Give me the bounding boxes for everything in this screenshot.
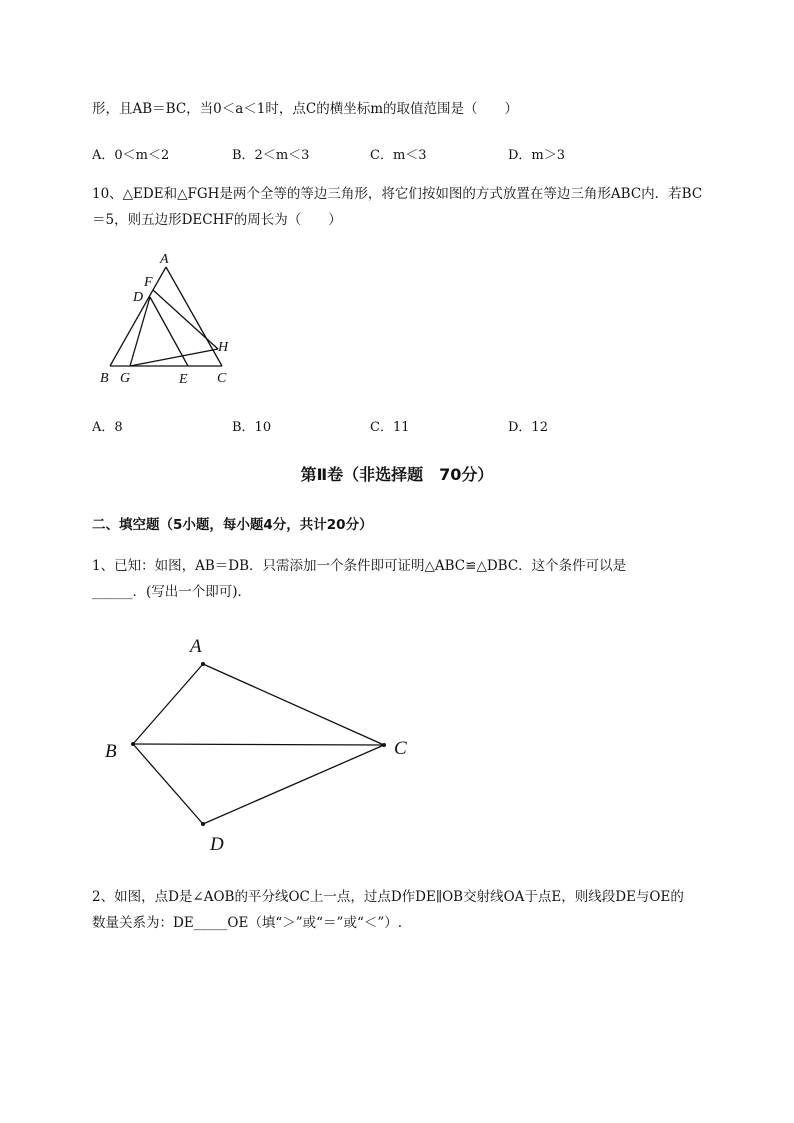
f1-point-c (382, 743, 386, 747)
fill-in-section-heading: 二、填空题（5小题，每小题4分，共计20分） (92, 517, 373, 533)
q10-label-e: E (179, 372, 188, 387)
q10-option-d: D．12 (508, 420, 548, 435)
q10-edge-dg (130, 297, 150, 366)
q10-label-d: D (133, 290, 144, 305)
q9-option-b: B．2＜m＜3 (232, 148, 310, 163)
f2-stem-line2: 数量关系为：DE_____OE（填“＞”或“＝”或“＜”）. (92, 915, 403, 931)
f1-kite-figure (95, 625, 430, 860)
q10-stem-line1: 10、△EDE和△FGH是两个全等的等边三角形，将它们按如图的方式放置在等边三角形ABC内．若BC (92, 186, 703, 202)
f2-stem-line1: 2、如图，点D是∠AOB的平分线OC上一点，过点D作DE∥OB交射线OA于点E，则线段DE与OE的 (92, 889, 684, 905)
f1-point-b (131, 742, 135, 746)
f1-label-c: C (394, 738, 407, 759)
q10-option-b: B．10 (232, 420, 272, 435)
q9-option-d: D．m＞3 (508, 148, 566, 163)
q10-label-h: H (218, 340, 229, 355)
f1-stem-line1: 1、已知：如图，AB＝DB．只需添加一个条件即可证明△ABC≌△DBC．这个条件可以是 (92, 558, 627, 574)
f1-segment-ac (203, 664, 384, 745)
q10-option-a: A．8 (92, 420, 123, 435)
f1-segment-ab (133, 664, 203, 744)
q10-label-g: G (120, 371, 131, 386)
q10-edge-ac (166, 267, 222, 366)
q10-stem-line2: ＝5，则五边形DECHF的周长为（ ） (92, 212, 342, 228)
q9-option-a: A．0＜m＜2 (92, 148, 170, 163)
q10-label-c: C (217, 371, 227, 386)
q10-label-f: F (144, 275, 153, 290)
f1-segment-dc (203, 745, 384, 824)
q10-label-b: B (100, 371, 109, 386)
q10-edge-gh (130, 349, 218, 366)
q10-label-a: A (160, 252, 169, 267)
q10-edge-ab (110, 267, 166, 366)
q9-stem: 形，且AB＝BC，当0＜a＜1时，点C的横坐标m的取值范围是（ ） (92, 101, 519, 117)
f1-segment-bc (133, 744, 384, 745)
q9-option-c: C．m＜3 (370, 148, 427, 163)
q10-triangle-figure (90, 245, 250, 390)
f1-segment-bd (133, 744, 203, 824)
f1-stem-line2: ______．(写出一个即可)． (92, 584, 252, 600)
f1-point-a (201, 662, 205, 666)
f1-label-b: B (105, 741, 117, 762)
f1-label-d: D (210, 834, 224, 855)
part2-title: 第Ⅱ卷（非选择题 70分） (300, 465, 494, 484)
f1-label-a: A (190, 636, 202, 657)
f1-point-d (201, 822, 205, 826)
q10-option-c: C．11 (370, 420, 410, 435)
